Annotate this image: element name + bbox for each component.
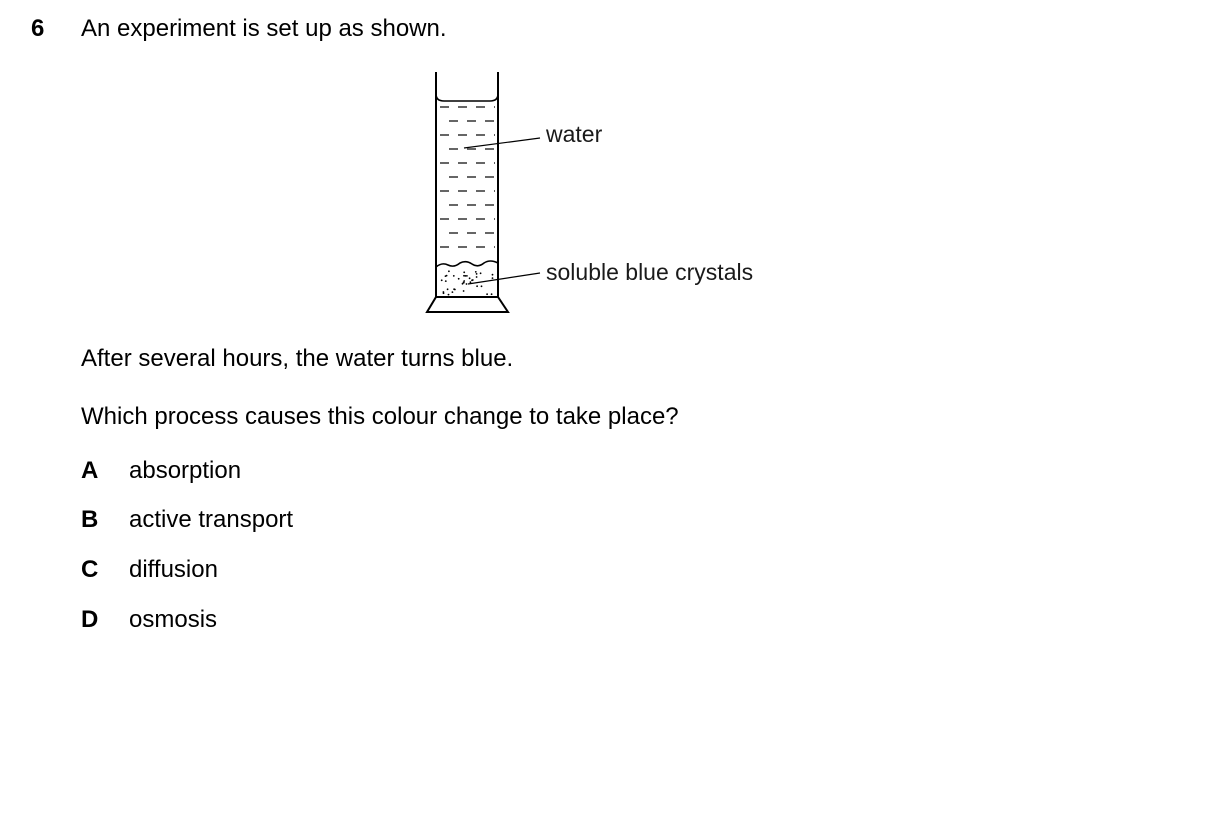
water-label: water <box>546 121 603 147</box>
option-text: active transport <box>129 506 294 533</box>
option-a[interactable] <box>81 456 241 486</box>
crystal-dots <box>441 270 494 295</box>
question-observation: After several hours, the water turns blue. <box>81 345 514 372</box>
question-number: 6 <box>31 15 45 42</box>
option-c[interactable] <box>81 555 218 585</box>
option-text: osmosis <box>129 606 218 633</box>
option-b[interactable] <box>81 505 293 535</box>
water-dashes <box>440 107 495 247</box>
question-intro: An experiment is set up as shown. <box>81 15 447 42</box>
question-prompt: Which process causes this colour change to take place? <box>81 403 679 430</box>
option-letter: B <box>81 506 99 533</box>
option-letter: A <box>81 457 99 484</box>
experiment-diagram <box>420 64 800 320</box>
option-text: absorption <box>129 457 242 484</box>
crystals-label: soluble blue crystals <box>546 259 754 285</box>
option-text: diffusion <box>129 556 218 583</box>
option-d[interactable] <box>81 605 217 635</box>
option-letter: C <box>81 556 99 583</box>
option-letter: D <box>81 606 99 633</box>
